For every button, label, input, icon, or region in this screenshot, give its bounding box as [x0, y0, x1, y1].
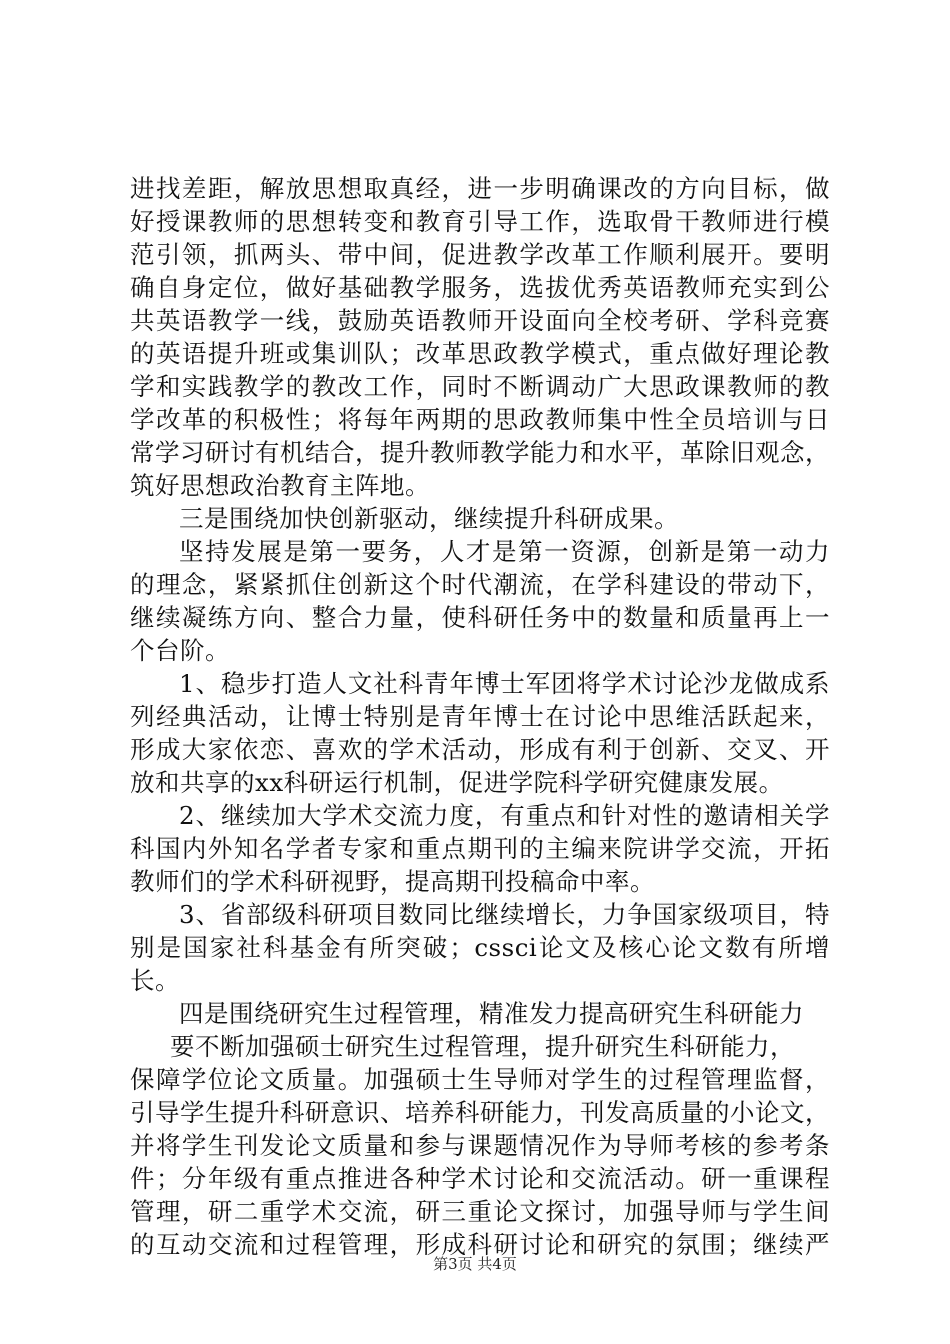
- page-footer: 第3页 共4页: [433, 1255, 517, 1273]
- text-line: 的理念，紧紧抓住创新这个时代潮流，在学科建设的带动下，: [130, 570, 830, 599]
- text-line: 2、继续加大学术交流力度，有重点和针对性的邀请相关学: [179, 801, 830, 830]
- text-line: 确自身定位，做好基础教学服务，选拔优秀英语教师充实到公: [130, 273, 830, 302]
- text-line: 要不断加强硕士研究生过程管理，提升研究生科研能力，: [170, 1032, 795, 1061]
- text-line: 形成大家依恋、喜欢的学术活动，形成有利于创新、交叉、开: [130, 735, 830, 764]
- text-line: 坚持发展是第一要务，人才是第一资源，创新是第一动力: [179, 537, 830, 566]
- text-line: 放和共享的xx科研运行机制，促进学院科学研究健康发展。: [130, 768, 784, 797]
- text-line: 件；分年级有重点推进各种学术讨论和交流活动。研一重课程: [130, 1164, 830, 1193]
- text-line: 并将学生刊发论文质量和参与课题情况作为导师考核的参考条: [130, 1131, 830, 1160]
- text-line: 学和实践教学的教改工作，同时不断调动广大思政课教师的教: [130, 372, 830, 401]
- text-line: 科国内外知名学者专家和重点期刊的主编来院讲学交流，开拓: [130, 834, 830, 863]
- text-line: 保障学位论文质量。加强硕士生导师对学生的过程管理监督，: [130, 1065, 830, 1094]
- text-line: 好授课教师的思想转变和教育引导工作，选取骨干教师进行模: [130, 207, 830, 236]
- text-line: 引导学生提升科研意识、培养科研能力，刊发高质量的小论文，: [130, 1098, 830, 1127]
- text-line: 的英语提升班或集训队；改革思政教学模式，重点做好理论教: [130, 339, 830, 368]
- text-line: 列经典活动，让博士特别是青年博士在讨论中思维活跃起来，: [130, 702, 830, 731]
- text-line: 3、省部级科研项目数同比继续增长，力争国家级项目，特: [179, 900, 830, 929]
- body-text: [130, 172, 830, 1261]
- text-line: 常学习研讨有机结合，提升教师教学能力和水平，革除旧观念，: [130, 438, 830, 467]
- text-line: 学改革的积极性；将每年两期的思政教师集中性全员培训与日: [130, 405, 830, 434]
- text-line: 的互动交流和过程管理，形成科研讨论和研究的氛围；继续严: [130, 1230, 830, 1259]
- text-line: 1、稳步打造人文社科青年博士军团将学术讨论沙龙做成系: [179, 669, 830, 698]
- text-line: 四是围绕研究生过程管理，精准发力提高研究生科研能力: [179, 999, 804, 1028]
- text-line: 筑好思想政治教育主阵地。: [130, 471, 430, 500]
- text-line: 别是国家社科基金有所突破；cssci论文及核心论文数有所增: [130, 933, 830, 962]
- text-line: 进找差距，解放思想取真经，进一步明确课改的方向目标，做: [130, 174, 830, 203]
- text-line: 长。: [130, 966, 180, 995]
- text-line: 三是围绕加快创新驱动，继续提升科研成果。: [179, 504, 679, 533]
- text-line: 范引领，抓两头、带中间，促进教学改革工作顺利展开。要明: [130, 240, 830, 269]
- text-line: 继续凝练方向、整合力量，使科研任务中的数量和质量再上一: [130, 603, 830, 632]
- text-line: 共英语教学一线，鼓励英语教师开设面向全校考研、学科竞赛: [130, 306, 830, 335]
- text-line: 管理，研二重学术交流，研三重论文探讨，加强导师与学生间: [130, 1197, 830, 1226]
- text-line: 教师们的学术科研视野，提高期刊投稿命中率。: [130, 867, 655, 896]
- text-line: 个台阶。: [130, 636, 230, 665]
